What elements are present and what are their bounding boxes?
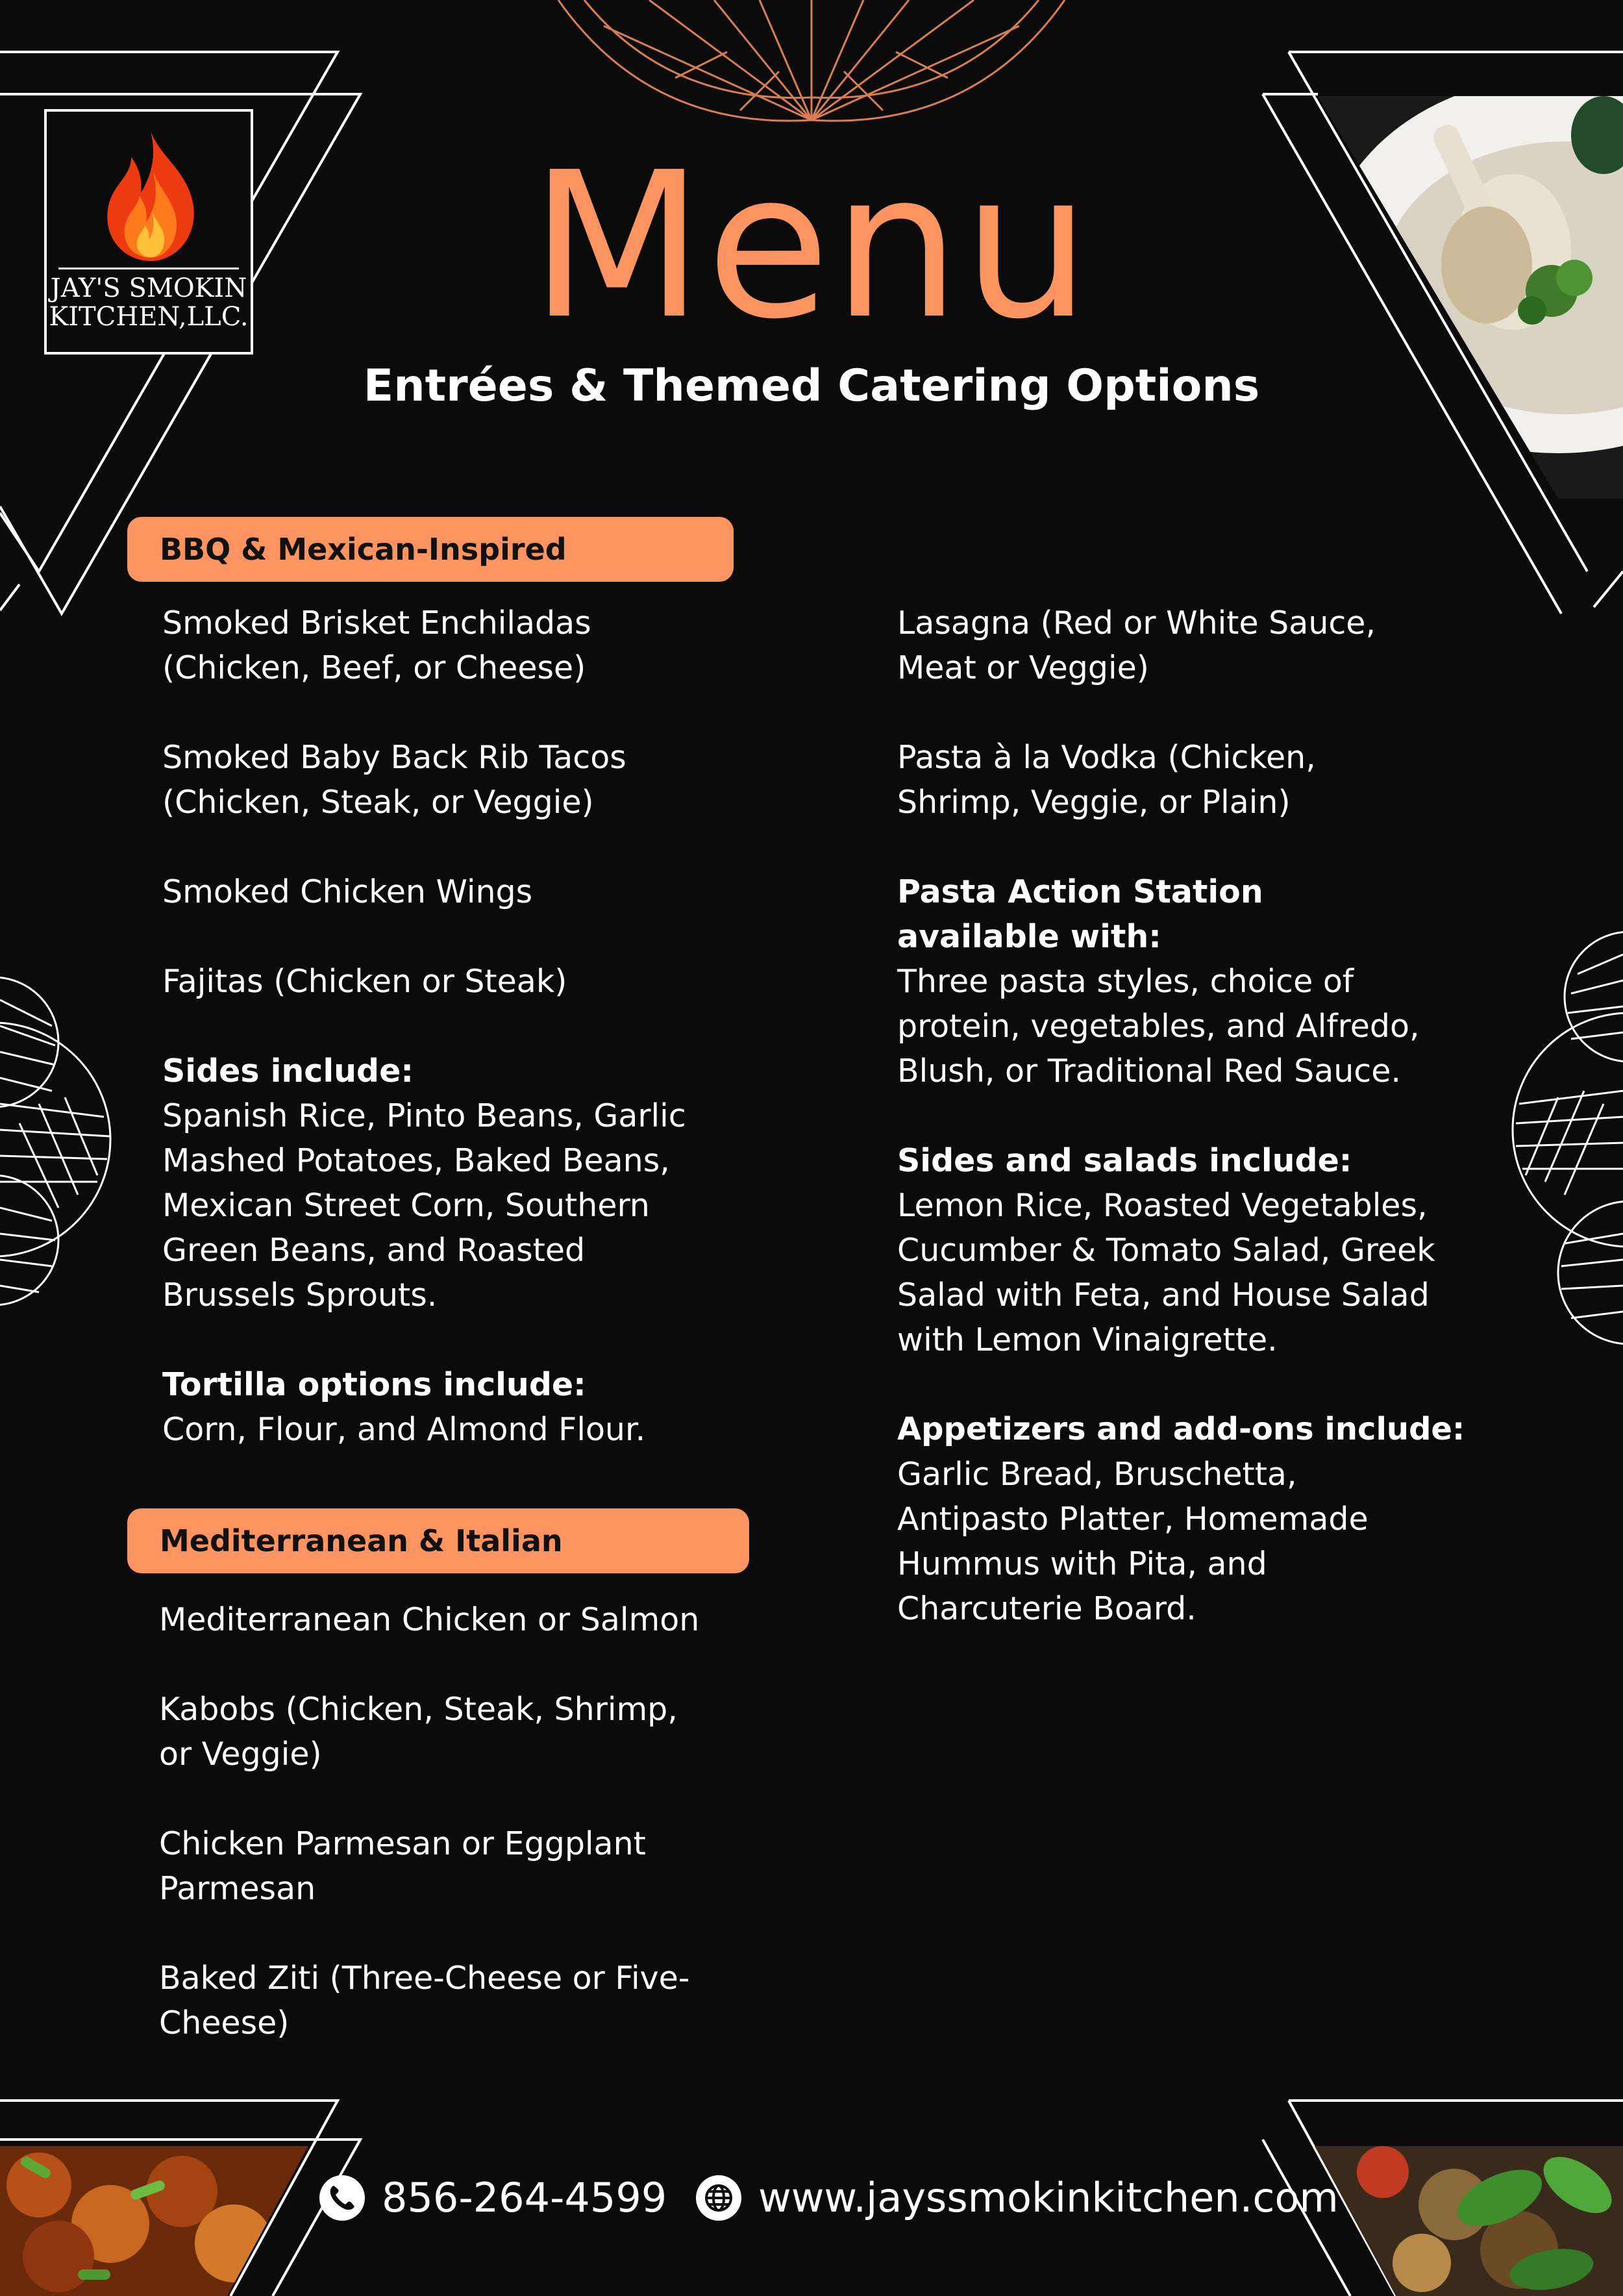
contact-footer	[0, 2162, 1623, 2234]
phone-number[interactable]: 856-264-4599	[382, 2174, 667, 2221]
website-link[interactable]: www.jayssmokinkitchen.com	[758, 2174, 1339, 2221]
sides-salads-label: Sides and salads include:	[897, 1142, 1352, 1179]
pasta-station-text: Three pasta styles, choice of protein, vegetables, and Alfredo, Blush, or Traditional Red Sauce.	[897, 963, 1420, 1090]
globe-icon	[696, 2175, 741, 2221]
menu-item: Smoked Baby Back Rib Tacos (Chicken, Steak, or Veggie)	[162, 739, 626, 821]
section-heading-mediterranean: Mediterranean & Italian	[127, 1508, 749, 1573]
menu-item: Pasta à la Vodka (Chicken, Shrimp, Veggie, or Plain)	[897, 739, 1316, 821]
mediterranean-column	[159, 1597, 743, 2090]
section-heading-bbq: BBQ & Mexican-Inspired	[127, 517, 734, 582]
brand-name: JAY'S SMOKIN KITCHEN,LLC.	[49, 273, 249, 332]
appetizers-label: Appetizers and add-ons include:	[897, 1411, 1465, 1447]
pasta-station-block	[897, 869, 1468, 1093]
page-subtitle: Entrées & Themed Catering Options	[363, 360, 1260, 412]
left-circle-ornaments	[0, 977, 110, 1305]
menu-item: Fajitas (Chicken or Steak)	[162, 963, 567, 1000]
menu-item: Lasagna (Red or White Sauce, Meat or Veggie)	[897, 605, 1376, 686]
tortilla-block	[162, 1362, 747, 1452]
page-title: Menu	[530, 129, 1093, 364]
website-contact[interactable]	[696, 2162, 1339, 2234]
menu-item: Smoked Chicken Wings	[162, 873, 533, 910]
sides-text: Spanish Rice, Pinto Beans, Garlic Mashed Potatoes, Baked Beans, Mexican Street Corn, Southern Green Beans, and Roasted Brussels Sprouts.	[162, 1097, 686, 1314]
italian-right-column	[897, 601, 1468, 1676]
menu-item: Kabobs (Chicken, Steak, Shrimp, or Veggie)	[159, 1691, 678, 1773]
phone-contact[interactable]	[319, 2162, 667, 2234]
bbq-column	[162, 601, 747, 1497]
menu-item: Chicken Parmesan or Eggplant Parmesan	[159, 1825, 646, 1907]
sides-label: Sides include:	[162, 1053, 414, 1090]
phone-icon	[319, 2175, 365, 2221]
menu-item: Mediterranean Chicken or Salmon	[159, 1601, 700, 1638]
sides-salads-block	[897, 1138, 1468, 1362]
menu-item: Smoked Brisket Enchiladas (Chicken, Beef, or Cheese)	[162, 605, 591, 686]
menu-item: Baked Ziti (Three-Cheese or Five- Cheese)	[159, 1960, 690, 2041]
top-fan-ornament	[558, 0, 1065, 121]
appetizers-block	[897, 1407, 1468, 1631]
tortilla-text: Corn, Flour, and Almond Flour.	[162, 1411, 646, 1448]
tortilla-label: Tortilla options include:	[162, 1366, 586, 1403]
right-circle-ornaments	[1513, 932, 1623, 1344]
pasta-station-label: Pasta Action Station available with:	[897, 873, 1263, 955]
sides-salads-text: Lemon Rice, Roasted Vegetables, Cucumber & Tomato Salad, Greek Salad with Feta, and House Salad with Lemon Vinaigrette.	[897, 1187, 1435, 1358]
sides-block	[162, 1049, 747, 1317]
appetizers-text: Garlic Bread, Bruschetta, Antipasto Platter, Homemade Hummus with Pita, and Charcuterie Board.	[897, 1456, 1369, 1627]
